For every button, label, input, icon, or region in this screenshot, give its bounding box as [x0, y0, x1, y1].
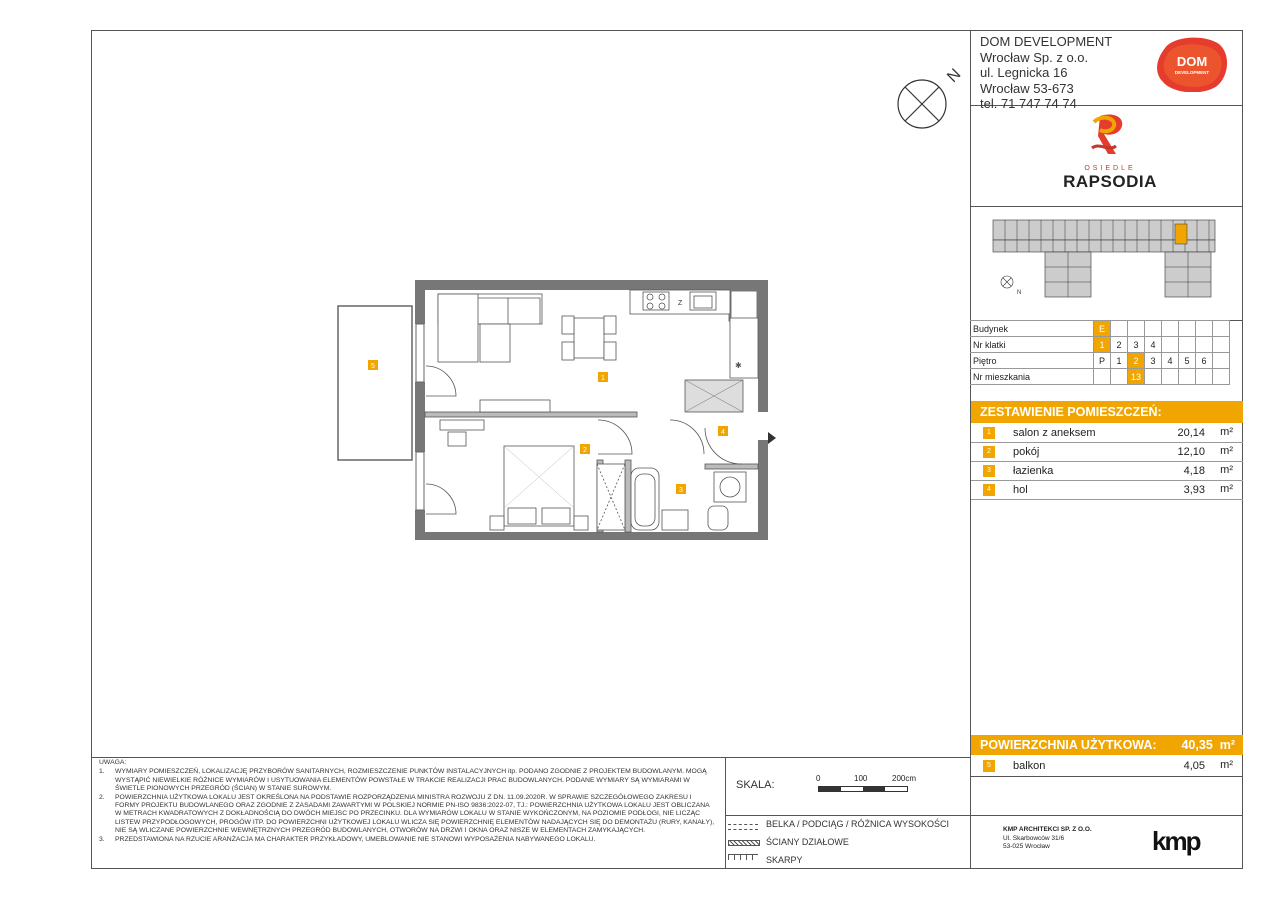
- wardrobe: [597, 464, 625, 530]
- scale-tick-0: 0: [816, 774, 821, 783]
- kmp-logo-text: kmp: [1152, 826, 1200, 856]
- osiedle-label: OSIEDLE: [1084, 165, 1136, 172]
- room-unit: m²: [1220, 483, 1233, 495]
- note-item: [99, 768, 716, 793]
- dom-logo-subtext: DEVELOPMENT: [1174, 70, 1210, 75]
- info-label: Piętro: [970, 353, 1094, 369]
- note-item: [99, 836, 716, 844]
- company-line: DOM DEVELOPMENT: [980, 34, 1113, 49]
- scale-bar: [816, 774, 917, 794]
- usable-area-number: 40,35: [1181, 738, 1213, 752]
- info-cell: 2: [1111, 337, 1128, 353]
- footer-divider: [91, 757, 971, 758]
- dom-development-logo: [1155, 36, 1229, 92]
- room-label-2: 2: [583, 447, 587, 454]
- info-cell: E: [1094, 321, 1111, 337]
- note-number: 2.: [99, 793, 105, 801]
- room-name: łazienka: [1013, 465, 1054, 477]
- room-number: 3: [983, 465, 995, 477]
- architect-block: [1003, 826, 1092, 852]
- room-number: 5: [983, 760, 995, 772]
- legend-divider: [725, 815, 1243, 816]
- bed: [490, 446, 588, 530]
- rapsodia-r-mark: [1090, 112, 1130, 158]
- note-number: 3.: [99, 835, 105, 843]
- kmp-logo: [1152, 826, 1206, 858]
- north-compass: [892, 60, 966, 136]
- usable-area-value: [1181, 735, 1235, 755]
- usable-area-bar: [971, 735, 1243, 755]
- room-name: salon z aneksem: [1013, 427, 1096, 439]
- room-unit: m²: [1220, 759, 1233, 771]
- room-area: 12,10: [1177, 446, 1205, 458]
- room-area: 20,14: [1177, 427, 1205, 439]
- info-row-budynek: [970, 321, 1230, 337]
- svg-text:N: N: [1017, 290, 1022, 296]
- usable-area-label: POWIERZCHNIA UŻYTKOWA:: [980, 738, 1157, 752]
- scale-tick-100: 100: [854, 774, 868, 783]
- scale-label: SKALA:: [736, 779, 775, 791]
- info-cell: P: [1094, 353, 1111, 369]
- room-area: 3,93: [1183, 484, 1205, 496]
- rooms-summary-heading: ZESTAWIENIE POMIESZCZEŃ:: [971, 401, 1243, 423]
- info-cell: 6: [1196, 353, 1213, 369]
- architect-name: KMP ARCHITEKCI SP. Z O.O.: [1003, 826, 1092, 833]
- scale-tick-200: 200cm: [892, 774, 917, 783]
- info-row-pietro: [970, 353, 1230, 369]
- room-row: [971, 462, 1243, 481]
- building-key-plan: [985, 212, 1225, 317]
- legend-slope: SKARPY: [766, 855, 803, 865]
- info-label: Nr klatki: [970, 337, 1094, 353]
- company-line: Wrocław 53-673: [980, 80, 1074, 96]
- svg-text:✱: ✱: [735, 361, 742, 370]
- info-cell: 3: [1145, 353, 1162, 369]
- desk: [440, 420, 484, 446]
- dining-table: [562, 316, 616, 360]
- entrance-arrow: [768, 432, 776, 444]
- room-unit: m²: [1220, 445, 1233, 457]
- room-row: [971, 481, 1243, 500]
- note-item: [99, 794, 716, 836]
- info-label: Nr mieszkania: [970, 369, 1094, 385]
- legend-slope-symbol: [728, 854, 758, 863]
- room-unit: m²: [1220, 426, 1233, 438]
- unit-info-table: [970, 320, 1230, 385]
- rapsodia-logo: [1030, 112, 1190, 198]
- room-area: 4,18: [1183, 465, 1205, 477]
- architect-address-2: 53-025 Wrocław: [1003, 843, 1050, 850]
- info-cell: 1: [1111, 353, 1128, 369]
- company-line: tel. 71 747 74 74: [980, 96, 1077, 111]
- legend-beam-symbol: [728, 824, 758, 830]
- architect-address-1: Ul. Skarbowców 31/6: [1003, 834, 1065, 842]
- fridge-label: Z: [678, 300, 683, 307]
- selected-unit-marker: [1175, 224, 1187, 244]
- scale-graphic: [818, 786, 908, 792]
- sidebar-hline-4: [970, 776, 1243, 777]
- room-label-1: 1: [601, 375, 605, 382]
- company-address: [980, 34, 1112, 112]
- room-row: [971, 443, 1243, 462]
- note-number: 1.: [99, 768, 105, 776]
- notes-block: [99, 759, 716, 844]
- info-cell: 2: [1128, 353, 1145, 369]
- info-cell: 1: [1094, 337, 1111, 353]
- info-cell: 5: [1179, 353, 1196, 369]
- dom-logo-text: DOM: [1176, 54, 1208, 69]
- room-name: pokój: [1013, 446, 1040, 458]
- info-label: Budynek: [970, 321, 1094, 337]
- legend-partition: ŚCIANY DZIAŁOWE: [766, 837, 849, 847]
- room-number: 2: [983, 446, 995, 458]
- floor-plan: [330, 278, 780, 544]
- room-label-3: 3: [679, 487, 683, 494]
- room-unit: m²: [1220, 464, 1233, 476]
- compass-north-label: N: [944, 65, 965, 86]
- legend-beam: BELKA / PODCIĄG / RÓŻNICA WYSOKOŚCI: [766, 819, 950, 829]
- room-label-4: 4: [721, 429, 725, 436]
- legend-partition-symbol: [728, 840, 760, 846]
- room-number: 4: [983, 484, 995, 496]
- info-cell: 3: [1128, 337, 1145, 353]
- sidebar-hline-2: [970, 206, 1243, 207]
- info-row-mieszkanie: [970, 369, 1230, 385]
- company-line: ul. Legnicka 16: [980, 65, 1068, 80]
- bathroom-fixtures: [631, 468, 746, 530]
- balcony-row: [971, 757, 1243, 776]
- notes-heading: UWAGA:: [99, 759, 127, 766]
- footer-notes-divider: [725, 757, 726, 869]
- room-area: 4,05: [1183, 760, 1205, 772]
- room-row: [971, 424, 1243, 443]
- sofa: [438, 294, 542, 362]
- room-name: balkon: [1013, 760, 1046, 772]
- room-label-5: 5: [371, 363, 375, 370]
- info-row-klatka: [970, 337, 1230, 353]
- balcony-outline: [338, 306, 412, 460]
- info-cell: 13: [1128, 369, 1145, 385]
- note-text: POWIERZCHNIA UŻYTKOWA LOKALU JEST OKREŚLONA NA PODSTAWIE ROZPORZĄDZENIA MINISTRA ROZWOJU Z DN. 11.09.2020R. W SPRAWIE SZCZEGÓŁOWEGO ZAKRESU I FORMY PROJEKTU BUDOWLANEGO ORAZ ZGODNIE Z ZASADAMI ZAWARTYMI W POLSKIEJ NORMIE PN-ISO 9836:2022-07, TJ.: POWIERZCHNIA UŻYTKOWA LOKALU JEST OBLICZANA W METRACH KWADRATOWYCH Z DOKŁADNOŚCIĄ DO DWÓCH MIEJSC PO PRZECINKU. DLA WYMIARÓW LOKALU W STANIE WYKOŃCZONYM, NA POZIOMIE PODŁOGI, NIE LICZĄC LISTEW PRZYPODŁOGOWYCH, PROGÓW ITP. DO POWIERZCHNI UŻYTKOWEJ LOKALU WLICZA SIĘ POWIERZCHNIĘ ELEMENTÓW NADAJĄCYCH SIĘ DO DEMONTAŻU (RURY, KANAŁY), NIE SĄ WLICZANE POWIERZCHNIE WEWNĘTRZNYCH PRZEGRÓD BUDOWLANYCH, OTWORÓW NA DRZWI I OKNA ORAZ NISZE W ELEMENTACH ZAMYKAJĄCYCH.: [115, 793, 715, 835]
- note-text: WYMIARY POMIESZCZEŃ, LOKALIZACJĘ PRZYBORÓW SANITARNYCH, ROZMIESZCZENIE PUNKTÓW INSTALACYJNYCH itp. PODANO ZGODNIE Z PROJEKTEM BUDOWLANYM. MOGĄ WYSTĄPIĆ NIEWIELKIE RÓŻNICE WYMIARÓW I USYTUOWANIA ELEMENTÓW POWSTAŁE W TRAKCIE REALIZACJI PRAC BUDOWLANYCH. PODANE WYMIARY SĄ WYMIARAMI W ŚWIETLE PIONOWYCH PRZEGRÓD (ŚCIAN) W STANIE SUROWYM.: [115, 768, 707, 793]
- usable-area-unit: m²: [1219, 738, 1235, 752]
- room-number: 1: [983, 427, 995, 439]
- info-cell: 4: [1162, 353, 1179, 369]
- room-name: hol: [1013, 484, 1028, 496]
- project-name: RAPSODIA: [1063, 172, 1157, 191]
- note-text: PRZEDSTAWIONA NA RZUCIE ARANŻACJA MA CHARAKTER PRZYKŁADOWY, UMEBLOWANIE NIE STANOWI WYPOSAŻENIA NABYWANEGO LOKALU.: [115, 835, 596, 843]
- company-line: Wrocław Sp. z o.o.: [980, 49, 1089, 65]
- info-cell: 4: [1145, 337, 1162, 353]
